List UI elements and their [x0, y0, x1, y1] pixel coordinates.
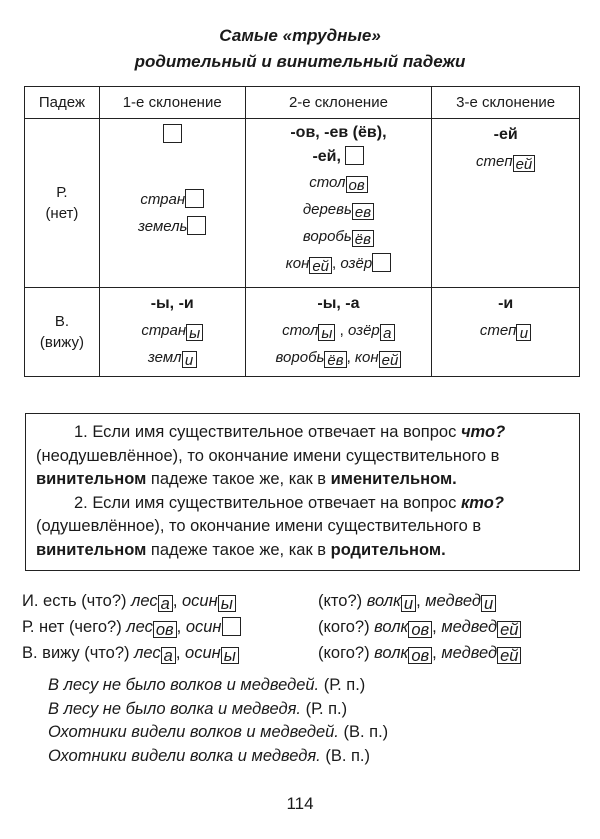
- genitive-decl-1: [99, 119, 245, 288]
- ending-box: и: [481, 595, 496, 612]
- ending-box: ёв: [352, 230, 374, 247]
- page-number: 114: [286, 794, 314, 813]
- ending-box: ов: [408, 647, 432, 664]
- table-header-row: [25, 87, 580, 119]
- case-examples: [22, 588, 592, 666]
- ending-box: ов: [346, 176, 368, 193]
- word: воробь ёв: [246, 223, 432, 250]
- endings: -ы, -и: [150, 295, 194, 312]
- case-abbrev: Р.: [56, 184, 68, 201]
- sentence: В лесу не было волка и медведя. (Р. п.): [48, 699, 348, 718]
- word: кон ей , озёр: [246, 250, 432, 277]
- accusative-decl-2: [245, 288, 432, 377]
- empty-ending-box: [222, 617, 241, 636]
- ending-box: ы: [218, 595, 236, 612]
- ending-box: ей: [309, 257, 332, 274]
- ending-box: и: [182, 351, 197, 368]
- case-question: (нет): [45, 205, 79, 222]
- rule-box: [25, 413, 580, 571]
- ending-box: и: [516, 324, 531, 341]
- empty-ending-box: [185, 189, 204, 208]
- genitive-decl-3: [432, 119, 580, 288]
- ending-box: а: [158, 595, 173, 612]
- example-sentences: [48, 674, 388, 768]
- ending-box: ей: [513, 155, 536, 172]
- accusative-decl-3: [432, 288, 580, 377]
- empty-ending-box: [187, 216, 206, 235]
- ending-box: ей: [497, 621, 521, 638]
- ending-box: ов: [408, 621, 432, 638]
- word: воробь ёв , кон ей: [246, 344, 432, 371]
- case-question: (вижу): [39, 334, 84, 351]
- word: степ и: [432, 317, 579, 344]
- ending-box: а: [161, 647, 176, 664]
- empty-ending-box: [163, 124, 182, 143]
- page-title-line-1: Самые «трудные»: [219, 26, 381, 45]
- word: стран: [100, 186, 245, 213]
- endings: -ы, -а: [317, 295, 360, 312]
- word: деревь ев: [246, 196, 432, 223]
- ending-box: ей: [497, 647, 521, 664]
- endings: -ов, -ев (ёв),: [290, 124, 387, 141]
- header-case: Падеж: [25, 87, 100, 119]
- ending-box: ей: [379, 351, 402, 368]
- endings: -ей,: [246, 145, 432, 169]
- endings: -и: [498, 295, 514, 312]
- case-abbrev: В.: [54, 313, 70, 330]
- word: степ ей: [432, 148, 579, 175]
- sentence: Охотники видели волков и медведей. (В. п.): [48, 723, 389, 741]
- ending-box: и: [401, 595, 416, 612]
- case-cell-accusative: [25, 288, 100, 377]
- word: земл и: [100, 344, 245, 371]
- table-row-accusative: [25, 288, 580, 377]
- example-row: В. вижу (что?) лес а , осин ы (кого?) волк ов , медвед ей: [22, 640, 592, 666]
- header-decl-2: 2-е склонение: [245, 87, 432, 119]
- word: стол ов: [246, 169, 432, 196]
- ending-box: ы: [318, 324, 335, 341]
- header-decl-1: 1-е склонение: [99, 87, 245, 119]
- empty-ending-box: [345, 146, 364, 165]
- table-row-genitive: [25, 119, 580, 288]
- ending-box: ы: [186, 324, 203, 341]
- rule-paragraph-1: 1. Если имя существительное отвечает на вопрос что? (неодушевлённое), то окончание имени существительного в винительном падеже такое же, как в именительном.: [36, 423, 506, 488]
- example-row: И. есть (что?) лес а , осин ы (кто?) волк и , медвед и: [22, 588, 592, 614]
- endings: -ей: [493, 126, 518, 143]
- ending-box: а: [380, 324, 395, 341]
- declension-table: [24, 86, 580, 377]
- sentence: Охотники видели волка и медведя. (В. п.): [48, 746, 371, 765]
- ending-box: ов: [153, 621, 177, 638]
- example-row: Р. нет (чего?) лес ов , осин (кого?) волк ов , медвед ей: [22, 614, 592, 640]
- ending-box: ёв: [324, 351, 346, 368]
- ending-box: ы: [221, 647, 239, 664]
- rule-paragraph-2: 2. Если имя существительное отвечает на вопрос кто? (одушевлённое), то окончание имени существительного в винительном падеже такое же, как в родительном.: [36, 493, 504, 559]
- word: земель: [100, 213, 245, 240]
- sentence: В лесу не было волков и медведей. (Р. п.): [48, 676, 366, 694]
- genitive-decl-2: [245, 119, 432, 288]
- case-cell-genitive: [25, 119, 100, 288]
- accusative-decl-1: [99, 288, 245, 377]
- empty-ending-box: [372, 253, 391, 272]
- page-title-line-2: родительный и винительный падежи: [134, 52, 466, 71]
- header-decl-3: 3-е склонение: [432, 87, 580, 119]
- word: стол ы , озёр а: [246, 317, 432, 344]
- ending-box: ев: [352, 203, 374, 220]
- word: стран ы: [100, 317, 245, 344]
